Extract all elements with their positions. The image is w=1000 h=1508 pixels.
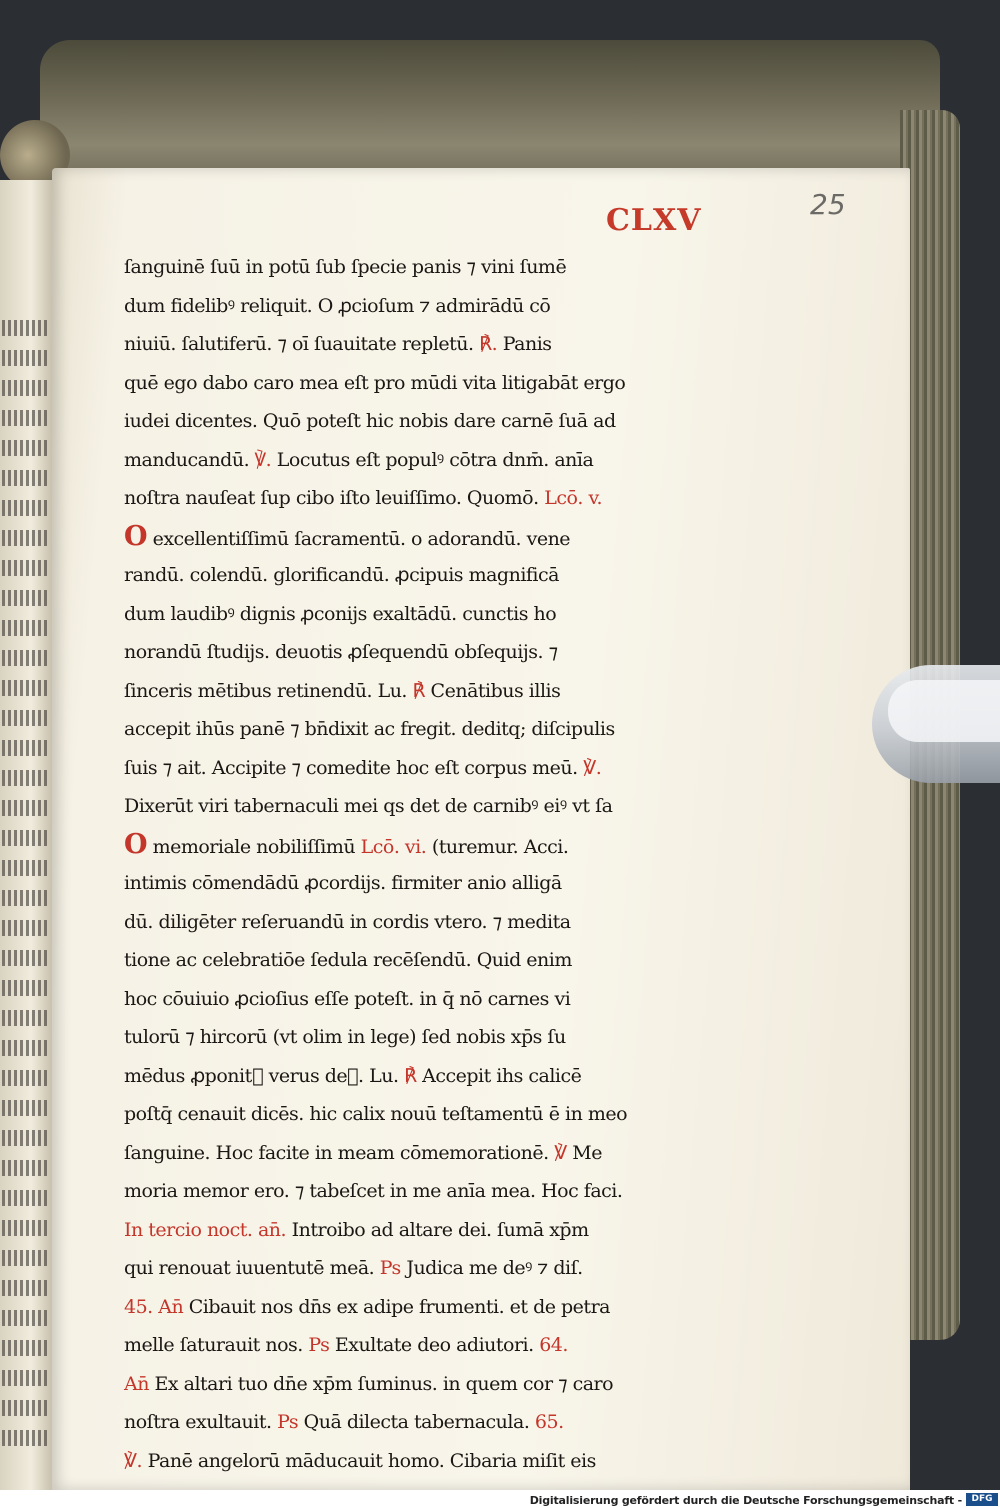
facing-page-text-fragment <box>2 650 50 666</box>
text-line <box>124 903 804 942</box>
body-text: Panis <box>497 333 552 355</box>
facing-page-text-fragment <box>2 320 50 336</box>
rubric-text: Lcō. v. <box>544 487 602 509</box>
text-line <box>124 595 804 634</box>
body-text: quē ego dabo caro mea eſt pro mūdi vita litigabāt ergo <box>124 371 626 394</box>
text-line <box>124 1095 804 1134</box>
facing-page-text-fragment <box>2 1370 50 1386</box>
body-text: Cibauit nos dn̄s ex adipe frumenti. et de petra <box>183 1295 610 1318</box>
rubric-text: 45. An̄ <box>124 1295 184 1318</box>
text-line <box>124 287 804 326</box>
body-text: Ex altari tuo dn̄e xp̄m ſuminus. in quem cor ⁊ caro <box>148 1372 614 1395</box>
rubric-text: ℣. <box>124 1449 143 1472</box>
body-text: melle ſaturauit nos. <box>124 1334 309 1356</box>
rubric-text: ℣. <box>583 756 602 779</box>
text-line <box>124 1442 804 1481</box>
body-text: randū. colendū. glorificandū. ꝓcipuis magnificā <box>124 564 559 586</box>
body-text: ſuis ⁊ ait. Accipite ⁊ comedite hoc eſt corpus meū. <box>124 756 584 779</box>
facing-page-text-fragment <box>2 1040 50 1056</box>
rubric-text: Ps <box>379 1257 401 1279</box>
facing-page-text-fragment <box>2 980 50 996</box>
folio-number: CLXV <box>606 203 702 238</box>
rubric-text: ℣. <box>254 448 272 471</box>
facing-page-text-fragment <box>2 830 50 846</box>
text-line <box>124 1134 804 1173</box>
facing-page-text-fragment <box>2 590 50 606</box>
body-text: manducandū. <box>124 448 255 471</box>
facing-page-text-fragment <box>2 710 50 726</box>
facing-page-text-fragment <box>2 410 50 426</box>
rubric-text: O <box>124 828 148 860</box>
text-line <box>124 1365 804 1404</box>
left-page-fragment <box>0 180 52 1490</box>
text-line <box>124 749 804 788</box>
rubric-text: 64. <box>539 1334 568 1356</box>
text-line <box>124 1018 804 1057</box>
facing-page-text-fragment <box>2 800 50 816</box>
facing-page-text-fragment <box>2 1310 50 1326</box>
body-text: moria memor ero. ⁊ tabeſcet in me anīa mea. Hoc faci. <box>124 1180 623 1202</box>
facing-page-text-fragment <box>2 560 50 576</box>
rubric-text: In tercio noct. an̄. <box>124 1218 287 1241</box>
facing-page-text-fragment <box>2 1340 50 1356</box>
rubric-text: ℟. <box>479 333 498 355</box>
facing-page-text-fragment <box>2 1430 50 1446</box>
rubric-text: ℟ <box>412 679 426 702</box>
rubric-text: 65. <box>534 1411 564 1433</box>
facing-page-text-fragment <box>2 1190 50 1206</box>
text-line <box>124 556 804 595</box>
text-line <box>124 980 804 1019</box>
bookmark-tab-highlight <box>888 680 1000 742</box>
facing-page-text-fragment <box>2 890 50 906</box>
body-text: Introibo ad altare dei. ſumā xp̄m <box>286 1218 589 1241</box>
text-line <box>124 479 804 518</box>
body-text: hoc cōuiuio ꝓcioſius eſſe poteſt. in q̄ nō carnes vi <box>124 987 571 1010</box>
text-line <box>124 441 804 480</box>
body-text: niuiū. ſalutiferū. ⁊ oī ſuauitate repletū. <box>124 333 480 355</box>
dfg-logo: DFG <box>966 1493 998 1506</box>
body-text: Cenātibus illis <box>425 679 561 702</box>
rubric-text: ℟ <box>404 1064 417 1087</box>
text-line <box>124 1326 804 1365</box>
body-text: Judica me deꝰ ⁊ diſ. <box>400 1257 583 1279</box>
text-line <box>124 941 804 980</box>
facing-page-text-fragment <box>2 1160 50 1176</box>
facing-page-text-fragment <box>2 350 50 366</box>
facing-page-text-fragment <box>2 1070 50 1086</box>
body-text: iudei dicentes. Quō poteſt hic nobis dare carnē ſuā ad <box>124 410 616 432</box>
rubric-text: ℣ <box>554 1141 567 1164</box>
text-line <box>124 787 804 826</box>
facing-page-text-fragment <box>2 620 50 636</box>
facing-page-text-fragment <box>2 440 50 456</box>
facing-page-text-fragment <box>2 770 50 786</box>
facing-page-text-fragment <box>2 1100 50 1116</box>
facing-page-text-fragment <box>2 1130 50 1146</box>
body-text: Accepit ihs calicē <box>416 1064 582 1087</box>
text-line <box>124 633 804 672</box>
text-line <box>124 672 804 711</box>
text-line <box>124 864 804 903</box>
body-text: dum laudibꝰ dignis ꝓconijs exaltādū. cunctis ho <box>124 602 557 625</box>
text-line <box>124 1403 804 1442</box>
body-text: excellentiſſimū ſacramentū. o adorandū. vene <box>147 527 571 550</box>
text-line <box>124 518 804 557</box>
facing-page-text-fragment <box>2 470 50 486</box>
rubric-text: An̄ <box>124 1372 149 1395</box>
body-text: noſtra exultauit. <box>124 1411 278 1433</box>
body-text: ſinceris mētibus retinendū. Lu. <box>124 679 413 702</box>
text-line <box>124 1057 804 1096</box>
body-text: Dixerūt viri tabernaculi mei qs det de carnibꝰ eiꝰ vt ſa <box>124 795 613 817</box>
body-text: (turemur. Acci. <box>426 835 569 858</box>
body-text: intimis cōmendādū ꝓcordijs. firmiter anio alligā <box>124 872 562 894</box>
facing-page-text-fragment <box>2 1250 50 1266</box>
text-line <box>124 1249 804 1288</box>
footer-credit: Digitalisierung gefördert durch die Deutsche Forschungsgemeinschaft - <box>529 1494 962 1507</box>
facing-page-text-fragment <box>2 530 50 546</box>
body-text: dum fidelibꝰ reliquit. O ꝓcioſum ⁊ admirādū cō <box>124 294 551 317</box>
body-text: Panē angelorū māducauit homo. Cibaria miſit eis <box>142 1449 596 1472</box>
body-text: accepit ihūs panē ⁊ bn̄dixit ac fregit. deditq; diſcipulis <box>124 718 615 740</box>
pencil-page-number: 25 <box>810 188 846 221</box>
body-text: tulorū ⁊ hircorū (vt olim in lege) ſed nobis xp̄s ſu <box>124 1026 566 1048</box>
body-text: Exultate deo adiutori. <box>329 1334 540 1356</box>
body-text: Locutus eſt populꝰ cōtra dnm̄. anīa <box>271 448 594 471</box>
body-text: ſanguinē ſuū in potū ſub ſpecie panis ⁊ vini ſumē <box>124 256 567 278</box>
text-line <box>124 826 804 865</box>
facing-page-text-fragment <box>2 1400 50 1416</box>
facing-page-text-fragment <box>2 740 50 756</box>
rubric-text: Ps <box>308 1334 330 1356</box>
rubric-text: Ps <box>277 1411 299 1433</box>
text-block <box>124 248 804 1480</box>
body-text: qui renouat iuuentutē meā. <box>124 1257 380 1279</box>
facing-page-text-fragment <box>2 380 50 396</box>
body-text: noſtra nauſeat ſup cibo iſto leuiſſimo. Quomō. <box>124 487 545 509</box>
body-text: poſtq̄ cenauit dicēs. hic calix nouū teſtamentū ē in meo <box>124 1103 628 1125</box>
body-text: Quā dilecta tabernacula. <box>298 1411 535 1433</box>
facing-page-text-fragment <box>2 950 50 966</box>
text-line <box>124 325 804 364</box>
facing-page-text-fragment <box>2 500 50 516</box>
rubric-text: Lcō. vi. <box>360 835 427 858</box>
body-text: memoriale nobiliſſimū <box>147 835 361 858</box>
body-text: norandū ſtudijs. deuotis ꝓſequendū obſequijs. ⁊ <box>124 641 558 663</box>
body-text: ſanguine. Hoc facite in meam cōmemorationē. <box>124 1141 555 1164</box>
text-line <box>124 402 804 441</box>
text-line <box>124 364 804 403</box>
text-line <box>124 1172 804 1211</box>
facing-page-text-fragment <box>2 1280 50 1296</box>
facing-page-text-fragment <box>2 1010 50 1026</box>
facing-page-text-fragment <box>2 920 50 936</box>
body-text: mēdus ꝓponitᷣ verus deꝰ. Lu. <box>124 1064 405 1087</box>
text-line <box>124 1288 804 1327</box>
body-text: Me <box>566 1141 602 1164</box>
text-line <box>124 248 804 287</box>
text-line <box>124 710 804 749</box>
facing-page-text-fragment <box>2 1220 50 1236</box>
facing-page-text-fragment <box>2 860 50 876</box>
facing-page-text-fragment <box>2 680 50 696</box>
body-text: dū. diligēter reſeruandū in cordis vtero. ⁊ medita <box>124 910 571 933</box>
text-line <box>124 1211 804 1250</box>
body-text: tione ac celebratiōe ſedula recēſendū. Quid enim <box>124 949 572 971</box>
rubric-text: O <box>124 520 148 552</box>
